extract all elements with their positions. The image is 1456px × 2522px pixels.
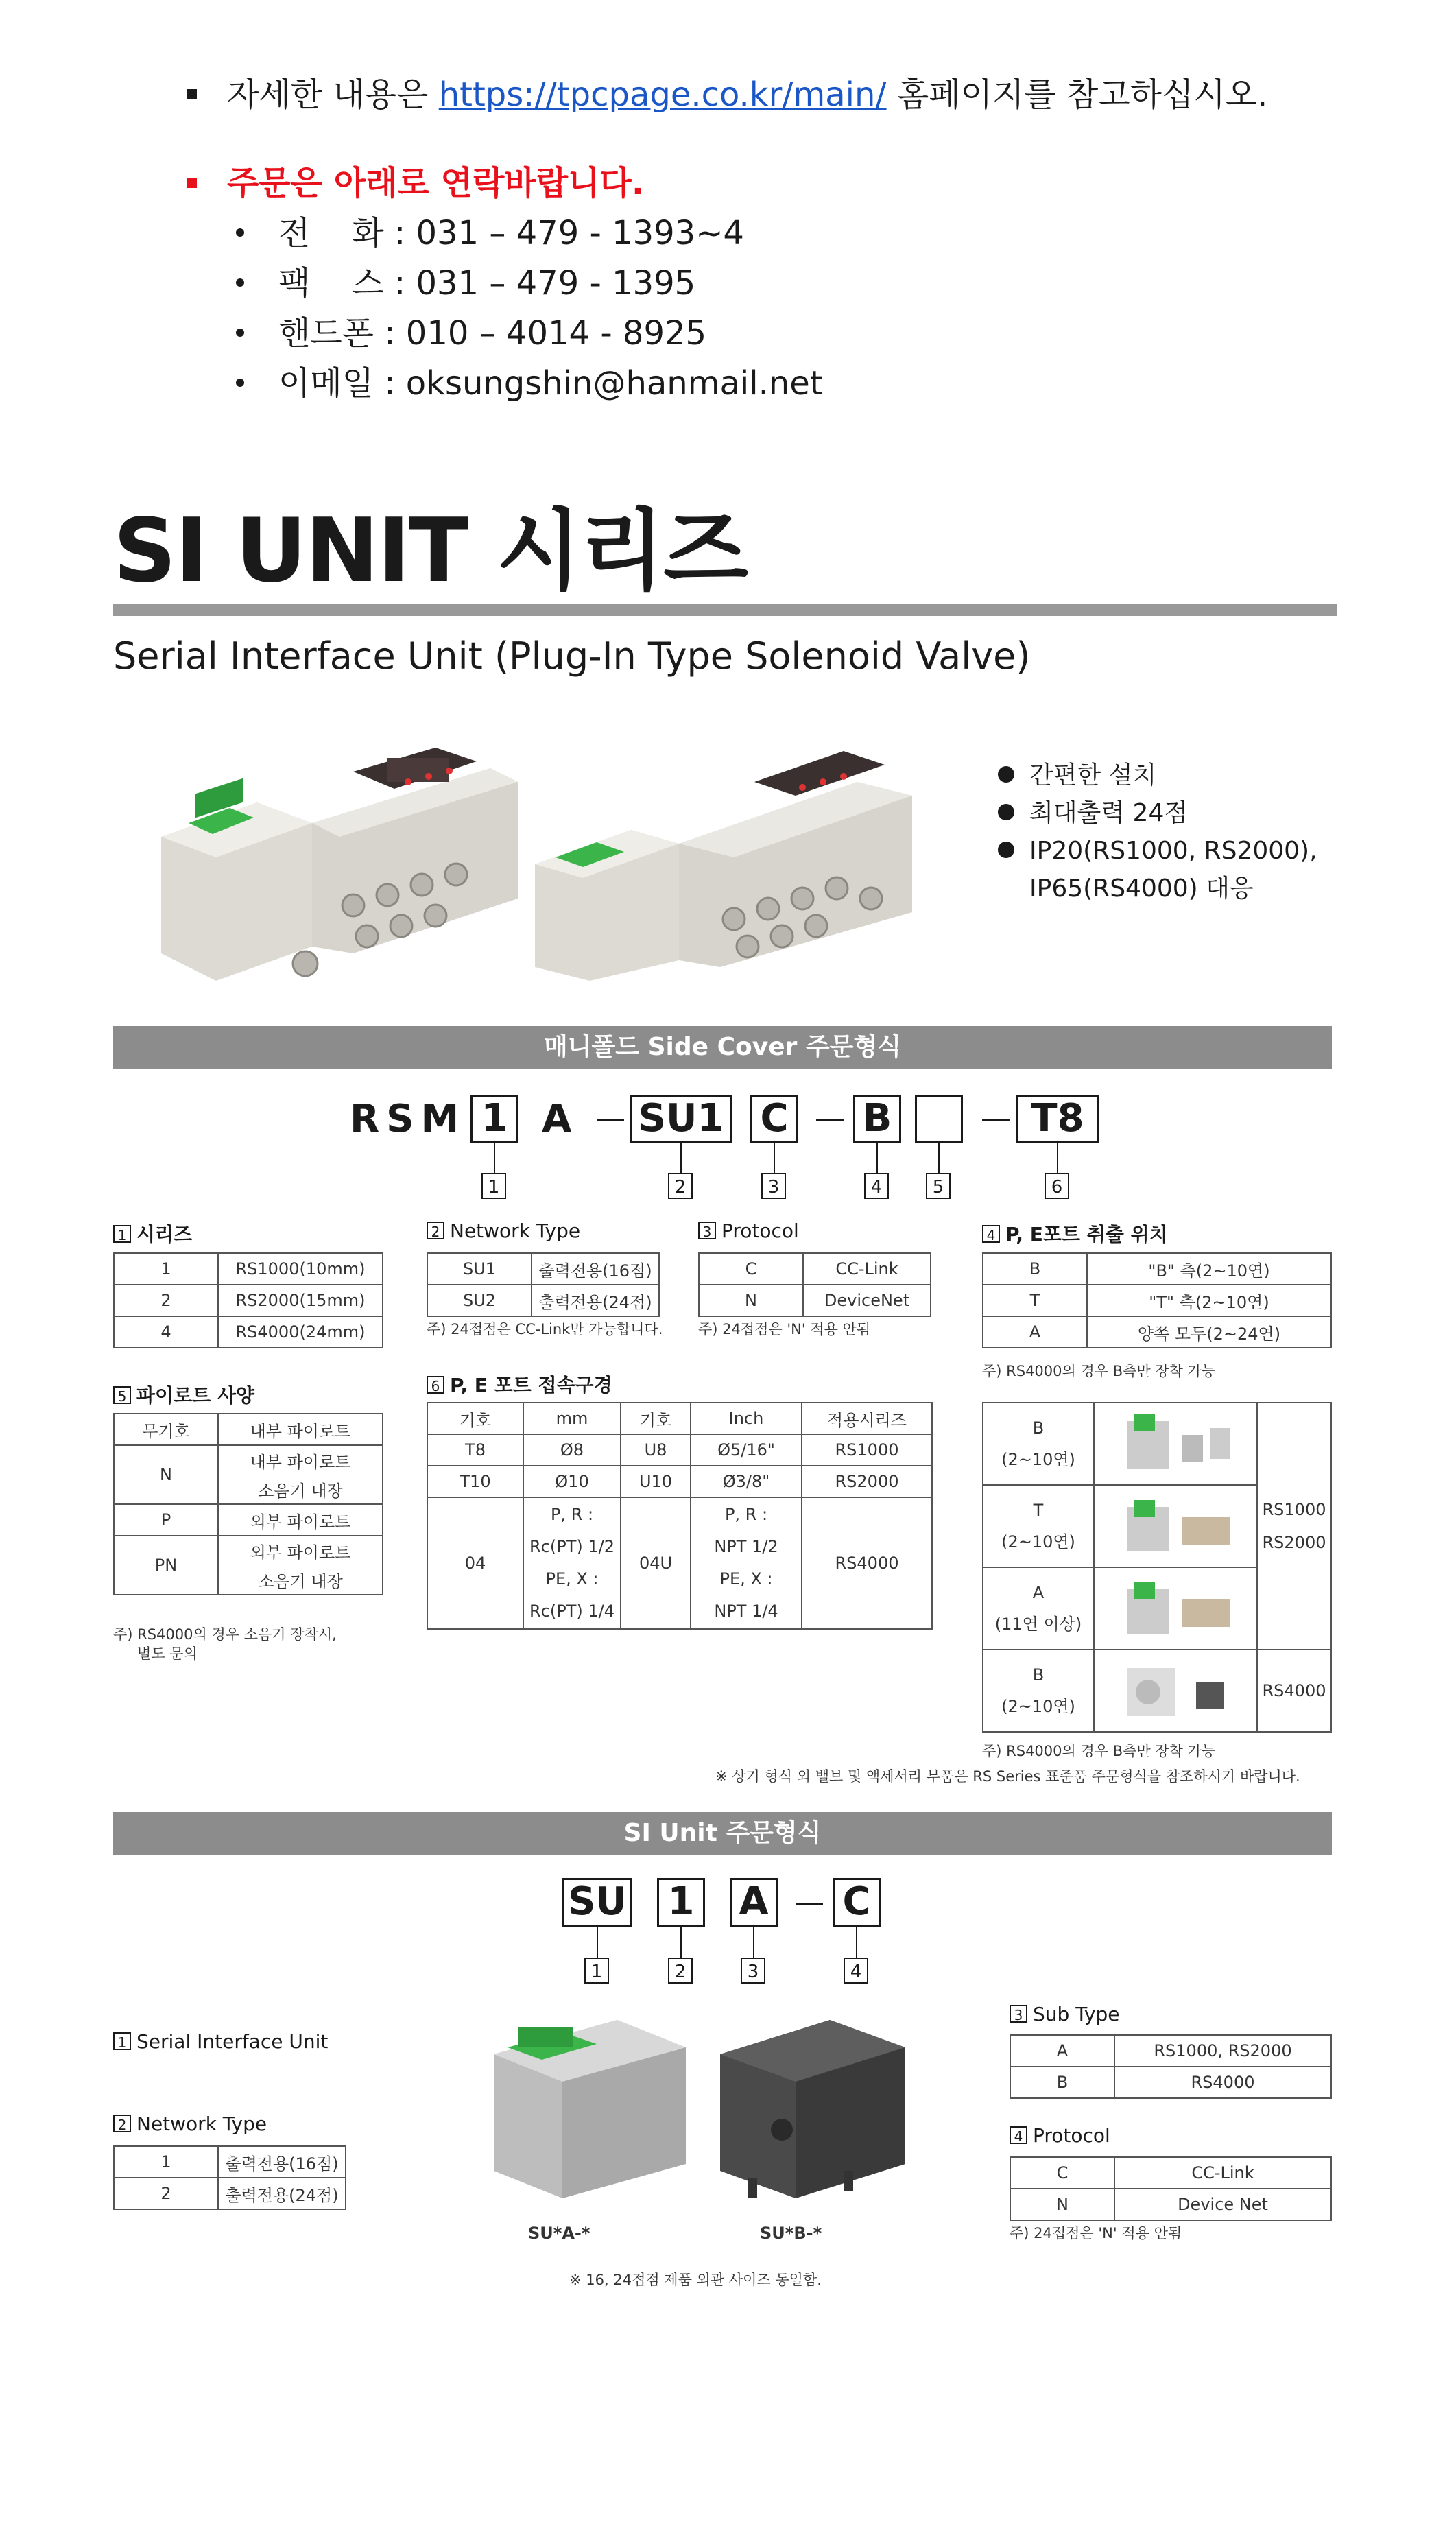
contact-mobile: 핸드폰 : 010 – 4014 - 8925 bbox=[236, 313, 706, 354]
table-row: P 외부 파이로트 bbox=[114, 1504, 383, 1536]
code-letter-a: A bbox=[542, 1097, 572, 1141]
si-protocol-table bbox=[1010, 2156, 1332, 2221]
valve-thumbnail bbox=[1094, 1650, 1257, 1732]
manifold-section-bar: 매니폴드 Side Cover 주문형식 bbox=[113, 1026, 1332, 1069]
network-type-heading: 2 Network Type bbox=[427, 1220, 580, 1242]
code-box-4: B bbox=[853, 1095, 901, 1143]
si-unit-a-image bbox=[480, 2006, 706, 2212]
table-row: T8 Ø8 U8 Ø5/16" RS1000 bbox=[427, 1434, 932, 1466]
pe-port-heading: 4 P, E포트 취출 위치 bbox=[982, 1220, 1168, 1247]
square-bullet-icon bbox=[187, 89, 197, 99]
pilot-heading: 5 파이로트 사양 bbox=[113, 1381, 254, 1408]
table-row: 4 RS4000(24mm) bbox=[114, 1316, 383, 1348]
pe-connect-heading: 6 P, E 포트 접속구경 bbox=[427, 1370, 612, 1398]
website-notice: 자세한 내용은 https://tpcpage.co.kr/main/ 홈페이지를 참고하십시오. bbox=[187, 74, 1267, 115]
bullet-icon bbox=[236, 329, 244, 337]
protocol-note: 주) 24접점은 'N' 적용 안됨 bbox=[698, 1321, 871, 1337]
pilot-note: 주) RS4000의 경우 소음기 장착시, bbox=[113, 1626, 337, 1643]
code-box-3: C bbox=[750, 1095, 798, 1143]
code-number-box: 4 bbox=[844, 1958, 868, 1984]
code-number-box: 1 bbox=[584, 1958, 609, 1984]
pilot-table bbox=[113, 1413, 383, 1595]
table-row: T "T" 측(2~10연) bbox=[983, 1285, 1331, 1316]
bullet-icon bbox=[236, 379, 244, 387]
table-row: A RS1000, RS2000 bbox=[1010, 2035, 1331, 2067]
pe-port-table bbox=[982, 1252, 1332, 1348]
pe-port-note: 주) RS4000의 경우 B측만 장착 가능 bbox=[982, 1363, 1216, 1379]
si-unit-b-caption: SU*B-* bbox=[760, 2224, 822, 2243]
si-unit-b-image bbox=[706, 2013, 912, 2219]
series-heading: 1 시리즈 bbox=[113, 1220, 192, 1247]
si-code-box-2: 1 bbox=[657, 1878, 705, 1927]
pe-connect-table bbox=[427, 1402, 933, 1630]
code-number-box: 3 bbox=[741, 1958, 765, 1984]
table-row: 04 P, R : Rc(PT) 1/2 PE, X : Rc(PT) 1/4 04U P, R : NPT 1/2 PE, X : NPT 1/4 RS4000 bbox=[427, 1497, 932, 1629]
code-number-box: 1 bbox=[481, 1173, 506, 1199]
table-row: N Device Net bbox=[1010, 2189, 1331, 2220]
code-number-box: 4 bbox=[864, 1173, 889, 1199]
sub-type-table bbox=[1010, 2034, 1332, 2099]
table-row: T10 Ø10 U10 Ø3/8" RS2000 bbox=[427, 1466, 932, 1497]
valve-thumbnail bbox=[1094, 1567, 1257, 1650]
valve-thumbnail bbox=[1094, 1485, 1257, 1567]
bullet-icon bbox=[236, 228, 244, 237]
table-row: 소음기 내장 bbox=[114, 1475, 383, 1504]
code-prefix: RSM bbox=[350, 1097, 466, 1141]
network-type-table bbox=[427, 1252, 660, 1317]
series-table bbox=[113, 1252, 383, 1348]
code-box-2: SU1 bbox=[630, 1095, 732, 1143]
table-row: N 내부 파이로트 bbox=[114, 1445, 383, 1475]
si-unit-footnote: ※ 16, 24접점 제품 외관 사이즈 동일함. bbox=[569, 2272, 822, 2288]
si-code-box-1: SU bbox=[562, 1878, 632, 1927]
sub-type-heading: 3 Sub Type bbox=[1010, 2003, 1120, 2025]
manifold-footnote: ※ 상기 형식 외 밸브 및 액세서리 부품은 RS Series 표준품 주문형식을 참조하시기 바랍니다. bbox=[715, 1768, 1300, 1785]
code-box-5 bbox=[915, 1095, 963, 1143]
title-divider bbox=[113, 604, 1337, 616]
si-protocol-note: 주) 24접점은 'N' 적용 안됨 bbox=[1010, 2225, 1182, 2241]
valve-manifold-image-2 bbox=[528, 741, 940, 981]
page-subtitle: Serial Interface Unit (Plug-In Type Solenoid Valve) bbox=[113, 634, 1031, 678]
table-row: B RS4000 bbox=[1010, 2067, 1331, 2098]
code-number-box: 5 bbox=[926, 1173, 951, 1199]
si-network-table bbox=[113, 2145, 346, 2210]
bullet-icon bbox=[998, 842, 1014, 858]
code-dash bbox=[597, 1119, 624, 1121]
contact-email: 이메일 : oksungshin@hanmail.net bbox=[236, 363, 823, 404]
code-box-6: T8 bbox=[1016, 1095, 1099, 1143]
si-network-heading: 2 Network Type bbox=[113, 2113, 267, 2135]
table-row: SU2 출력전용(24점) bbox=[427, 1285, 659, 1316]
table-row: 2 RS2000(15mm) bbox=[114, 1285, 383, 1316]
feature-item: 간편한 설치 bbox=[998, 757, 1156, 794]
table-row: B (2~10연) RS4000 bbox=[983, 1650, 1331, 1732]
protocol-table bbox=[698, 1252, 931, 1317]
si-unit-a-caption: SU*A-* bbox=[528, 2224, 590, 2243]
table-row: C CC-Link bbox=[1010, 2157, 1331, 2189]
protocol-heading: 3 Protocol bbox=[698, 1220, 799, 1242]
si-code-box-3: A bbox=[730, 1878, 778, 1927]
table-row: 1 출력전용(16점) bbox=[114, 2146, 346, 2178]
si-code-box-4: C bbox=[833, 1878, 881, 1927]
table-row: A 양쪽 모두(2~24연) bbox=[983, 1316, 1331, 1348]
bullet-icon bbox=[998, 804, 1014, 820]
table-row: 무기호 내부 파이로트 bbox=[114, 1414, 383, 1445]
table-row: SU1 출력전용(16점) bbox=[427, 1253, 659, 1285]
valve-manifold-image-1 bbox=[147, 741, 532, 981]
bullet-icon bbox=[236, 278, 244, 287]
table-row: A (11연 이상) bbox=[983, 1567, 1331, 1650]
serial-unit-heading: 1 Serial Interface Unit bbox=[113, 2030, 328, 2053]
table-row: B (2~10연) RS1000 RS2000 bbox=[983, 1403, 1331, 1485]
feature-item: 최대출력 24점 bbox=[998, 794, 1188, 832]
table-row: B "B" 측(2~10연) bbox=[983, 1253, 1331, 1285]
code-box-1: 1 bbox=[470, 1095, 518, 1143]
table-row: 2 출력전용(24점) bbox=[114, 2178, 346, 2209]
table-row: N DeviceNet bbox=[699, 1285, 931, 1316]
code-number-box: 2 bbox=[668, 1958, 693, 1984]
pe-picture-table bbox=[982, 1402, 1332, 1733]
table-row: T (2~10연) bbox=[983, 1485, 1331, 1567]
page-title: SI UNIT 시리즈 bbox=[113, 500, 747, 602]
si-protocol-heading: 4 Protocol bbox=[1010, 2124, 1110, 2147]
table-row: PN 외부 파이로트 bbox=[114, 1536, 383, 1565]
table-row: C CC-Link bbox=[699, 1253, 931, 1285]
table-row: 소음기 내장 bbox=[114, 1565, 383, 1595]
contact-fax: 팩 스 : 031 – 479 - 1395 bbox=[236, 263, 695, 304]
picture-note: 주) RS4000의 경우 B측만 장착 가능 bbox=[982, 1743, 1216, 1759]
contact-phone: 전 화 : 031 – 479 - 1393~4 bbox=[236, 213, 744, 254]
feature-item: IP20(RS1000, RS2000), bbox=[998, 832, 1317, 870]
order-heading: 주문은 아래로 연락바랍니다. bbox=[187, 163, 644, 204]
bullet-icon bbox=[998, 766, 1014, 783]
code-dash bbox=[796, 1903, 823, 1905]
website-link[interactable]: https://tpcpage.co.kr/main/ bbox=[438, 75, 887, 114]
pilot-note: 별도 문의 bbox=[137, 1645, 198, 1662]
feature-item: IP65(RS4000) 대응 bbox=[1029, 875, 1254, 903]
table-row: 1 RS1000(10mm) bbox=[114, 1253, 383, 1285]
code-number-box: 3 bbox=[761, 1173, 786, 1199]
table-row: 기호 mm 기호 Inch 적용시리즈 bbox=[427, 1403, 932, 1434]
code-number-box: 2 bbox=[668, 1173, 693, 1199]
square-bullet-icon bbox=[187, 178, 197, 188]
code-dash bbox=[816, 1119, 844, 1121]
code-dash bbox=[982, 1119, 1010, 1121]
valve-thumbnail bbox=[1094, 1403, 1257, 1485]
si-unit-section-bar: SI Unit 주문형식 bbox=[113, 1812, 1332, 1855]
code-number-box: 6 bbox=[1045, 1173, 1069, 1199]
network-note: 주) 24접점은 CC-Link만 가능합니다. bbox=[427, 1321, 663, 1337]
